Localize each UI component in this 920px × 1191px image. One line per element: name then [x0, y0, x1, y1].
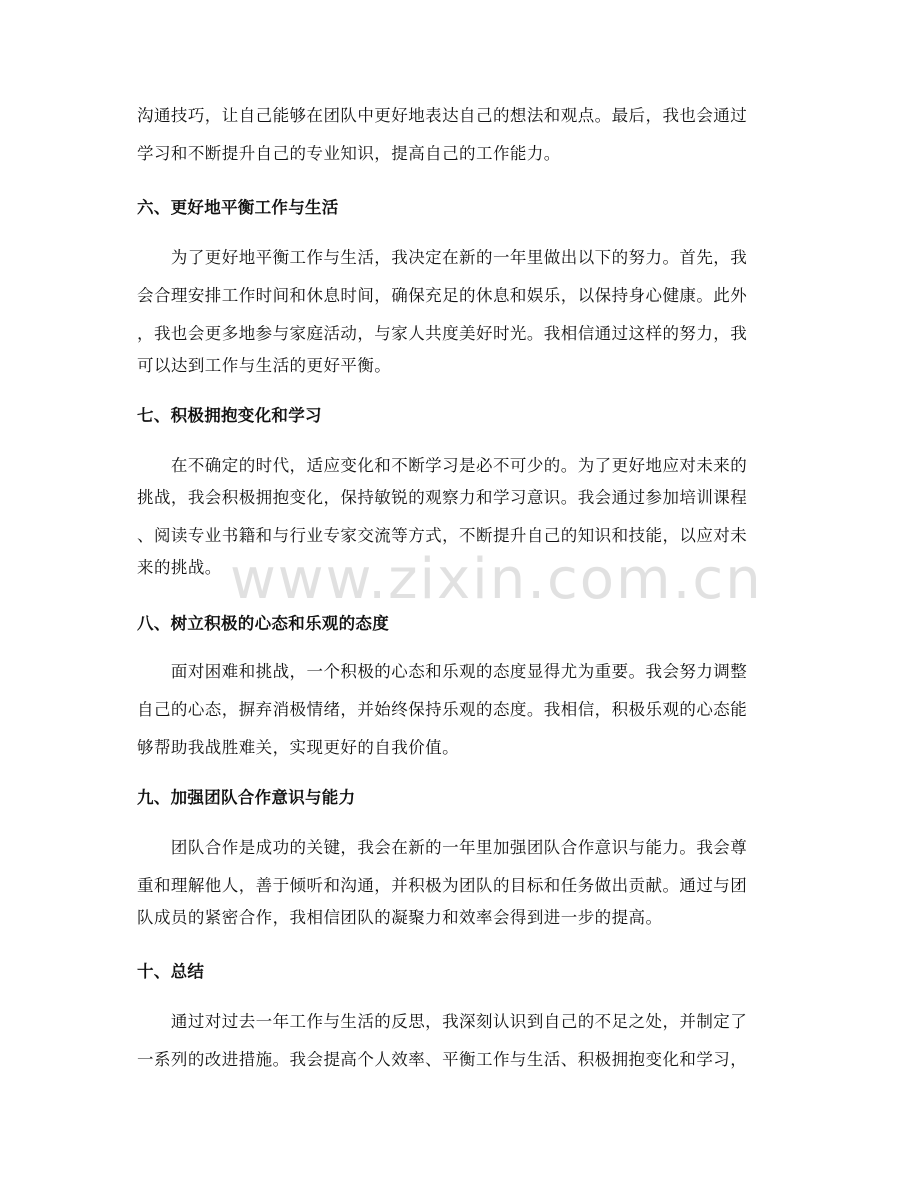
paragraph-line: 在不确定的时代，适应变化和不断学习是必不可少的。为了更好地应对未来的 — [137, 456, 748, 475]
section-heading: 七、积极拥抱变化和学习 — [137, 406, 322, 425]
section-heading: 九、加强团队合作意识与能力 — [137, 788, 356, 807]
paragraph-line: 挑战，我会积极拥抱变化，保持敏锐的观察力和学习意识。我会通过参加培训课程 — [137, 488, 748, 507]
paragraph-line: 会合理安排工作时间和休息时间，确保充足的休息和娱乐，以保持身心健康。此外 — [137, 286, 748, 305]
paragraph-line: 自己的心态，摒弃消极情绪，并始终保持乐观的态度。我相信，积极乐观的心态能 — [137, 700, 748, 719]
paragraph-line: 一系列的改进措施。我会提高个人效率、平衡工作与生活、积极拥抱变化和学习， — [137, 1050, 748, 1069]
section-heading: 八、树立积极的心态和乐观的态度 — [137, 614, 389, 633]
paragraph-line: 为了更好地平衡工作与生活，我决定在新的一年里做出以下的努力。首先，我 — [137, 248, 748, 267]
paragraph-line: 通过对过去一年工作与生活的反思，我深刻认识到自己的不足之处，并制定了 — [137, 1012, 748, 1031]
paragraph-line: 来的挑战。 — [137, 558, 222, 577]
paragraph-line: 学习和不断提升自己的专业知识，提高自己的工作能力。 — [137, 144, 561, 163]
section-heading: 六、更好地平衡工作与生活 — [137, 198, 339, 217]
paragraph-line: 沟通技巧，让自己能够在团队中更好地表达自己的想法和观点。最后，我也会通过 — [137, 106, 748, 125]
paragraph-line: 面对困难和挑战，一个积极的心态和乐观的态度显得尤为重要。我会努力调整 — [137, 662, 748, 681]
paragraph-line: 可以达到工作与生活的更好平衡。 — [137, 356, 392, 375]
paragraph-line: ，我也会更多地参与家庭活动，与家人共度美好时光。我相信通过这样的努力，我 — [137, 324, 748, 343]
paragraph-line: 、阅读专业书籍和与行业专家交流等方式，不断提升自己的知识和技能，以应对未 — [137, 526, 748, 545]
paragraph-line: 重和理解他人，善于倾听和沟通，并积极为团队的目标和任务做出贡献。通过与团 — [137, 876, 748, 895]
paragraph-line: 队成员的紧密合作，我相信团队的凝聚力和效率会得到进一步的提高。 — [137, 908, 663, 927]
paragraph-line: 够帮助我战胜难关，实现更好的自我价值。 — [137, 738, 460, 757]
section-heading: 十、总结 — [137, 962, 205, 981]
watermark: www.zixin.com.cn — [230, 547, 763, 612]
paragraph-line: 团队合作是成功的关键，我会在新的一年里加强团队合作意识与能力。我会尊 — [137, 838, 748, 857]
